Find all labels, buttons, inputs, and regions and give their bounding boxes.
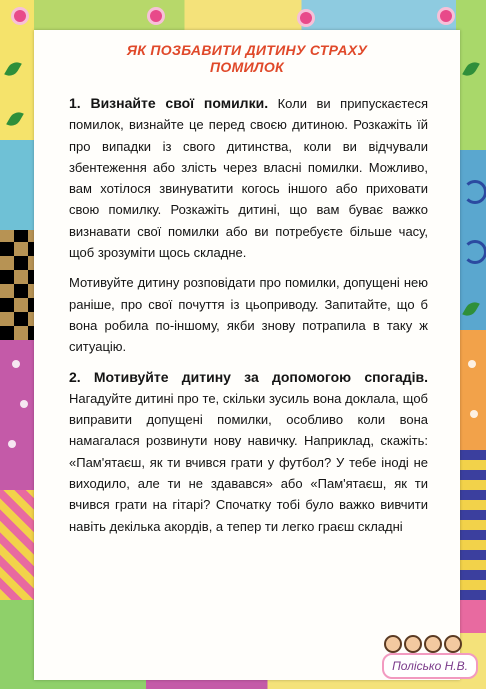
dot-icon	[470, 410, 478, 418]
border-right-patch	[456, 330, 486, 450]
child-face-icon	[384, 635, 402, 653]
paragraph-text: Мотивуйте дитину розповідати про помилки, допущені нею раніше, про свої почуття із цьоприводу. Запитайте, що б вона робила по-іншому, якби знову потрапила в таку ж ситуацію.	[69, 275, 428, 355]
document-title	[34, 42, 460, 76]
paragraph	[69, 272, 428, 357]
paragraph	[69, 367, 428, 537]
border-left-checker	[0, 230, 34, 340]
border-right-stripes	[456, 450, 486, 600]
signature-label: Полісько Н.В.	[382, 653, 478, 679]
dot-icon	[8, 440, 16, 448]
paragraph-lead: 1. Визнайте свої помилки.	[69, 95, 269, 111]
child-face-icon	[424, 635, 442, 653]
child-face-icon	[444, 635, 462, 653]
swirl-icon	[463, 180, 486, 204]
paragraph-lead: 2. Мотивуйте дитину за допомогою спогадів.	[69, 368, 428, 385]
paragraph-text: Нагадуйте дитині про те, скільки зусиль вона доклала, щоб виправити допущені помилки, особливо коли вона намагалася розвинути нову навичку. Наприклад, скажіть: «Пам'ятаєш, як ти вчився грати у футбол? У тебе іноді не виходило, але ти не здавався» або «Пам'ятаєш, як ти вчився грати на гітарі? Спочатку тобі було важко вивчити навіть декілька акордів, а тепер ти легко граєш складні	[69, 390, 428, 534]
paragraph	[69, 93, 428, 263]
flower-icon	[14, 10, 26, 22]
child-face-icon	[404, 635, 422, 653]
dot-icon	[20, 400, 28, 408]
document-body	[69, 93, 428, 546]
dot-icon	[468, 360, 476, 368]
border-top	[0, 0, 486, 34]
author-signature	[378, 631, 478, 679]
dot-icon	[12, 360, 20, 368]
title-line: ПОМИЛОК	[210, 59, 284, 75]
title-line: ЯК ПОЗБАВИТИ ДИТИНУ СТРАХУ	[126, 42, 368, 58]
border-left-stripes	[0, 490, 34, 600]
paragraph-text: Коли ви припускаєтеся помилок, визнайте це перед своєю дитиною. Розкажіть їй про випадки із свого дитинства, коли ви відчували збентеження або злість через власні помилки. Можливо, вам хотілося звинуватити когось іншого або приховати свою помилку. Розкажіть дитині, що вам буває важко визнавати свої помилки або ви потребуєте більше часу, щоб зрозуміти щось складне.	[69, 96, 428, 261]
flower-icon	[150, 10, 162, 22]
flower-icon	[300, 12, 312, 24]
swirl-icon	[463, 240, 486, 264]
flower-icon	[440, 10, 452, 22]
border-left-patch	[0, 140, 34, 230]
